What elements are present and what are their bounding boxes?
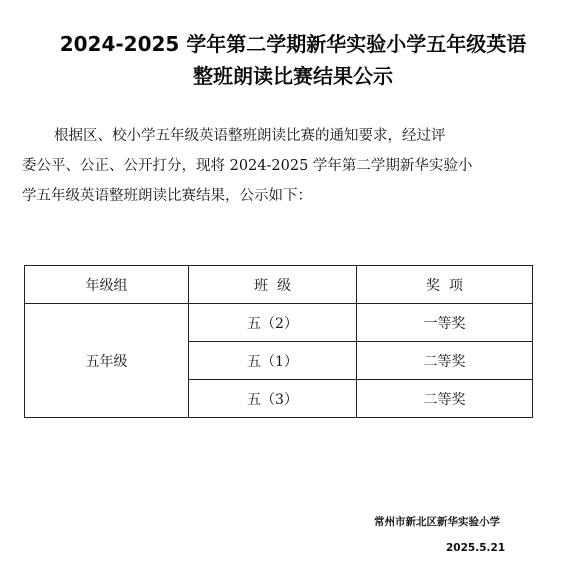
footer-date: 2025.5.21 — [446, 542, 506, 554]
table-header-row — [25, 266, 533, 304]
table-row — [25, 304, 533, 342]
header-class: 班 级 — [189, 266, 357, 304]
header-award: 奖 项 — [357, 266, 533, 304]
class-cell: 五（3） — [189, 380, 357, 418]
award-cell: 一等奖 — [357, 304, 533, 342]
results-table — [24, 265, 533, 418]
document-title-line-1: 2024-2025 学年第二学期新华实验小学五年级英语 — [59, 32, 527, 56]
award-cell: 二等奖 — [357, 380, 533, 418]
class-cell: 五（1） — [189, 342, 357, 380]
paragraph-line: 委公平、公正、公开打分，现将 2024-2025 学年第二学期新华实验小 — [22, 158, 473, 174]
footer-school-name: 常州市新北区新华实验小学 — [374, 516, 500, 528]
paragraph-line: 根据区、校小学五年级英语整班朗读比赛的通知要求，经过评 — [54, 128, 446, 144]
document-title-line-2: 整班朗读比赛结果公示 — [193, 64, 393, 88]
paragraph-line: 学五年级英语整班朗读比赛结果，公示如下： — [22, 188, 312, 204]
announcement-paragraph — [22, 121, 567, 211]
award-cell: 二等奖 — [357, 342, 533, 380]
grade-cell: 五年级 — [25, 304, 189, 418]
class-cell: 五（2） — [189, 304, 357, 342]
header-grade-group: 年级组 — [25, 266, 189, 304]
